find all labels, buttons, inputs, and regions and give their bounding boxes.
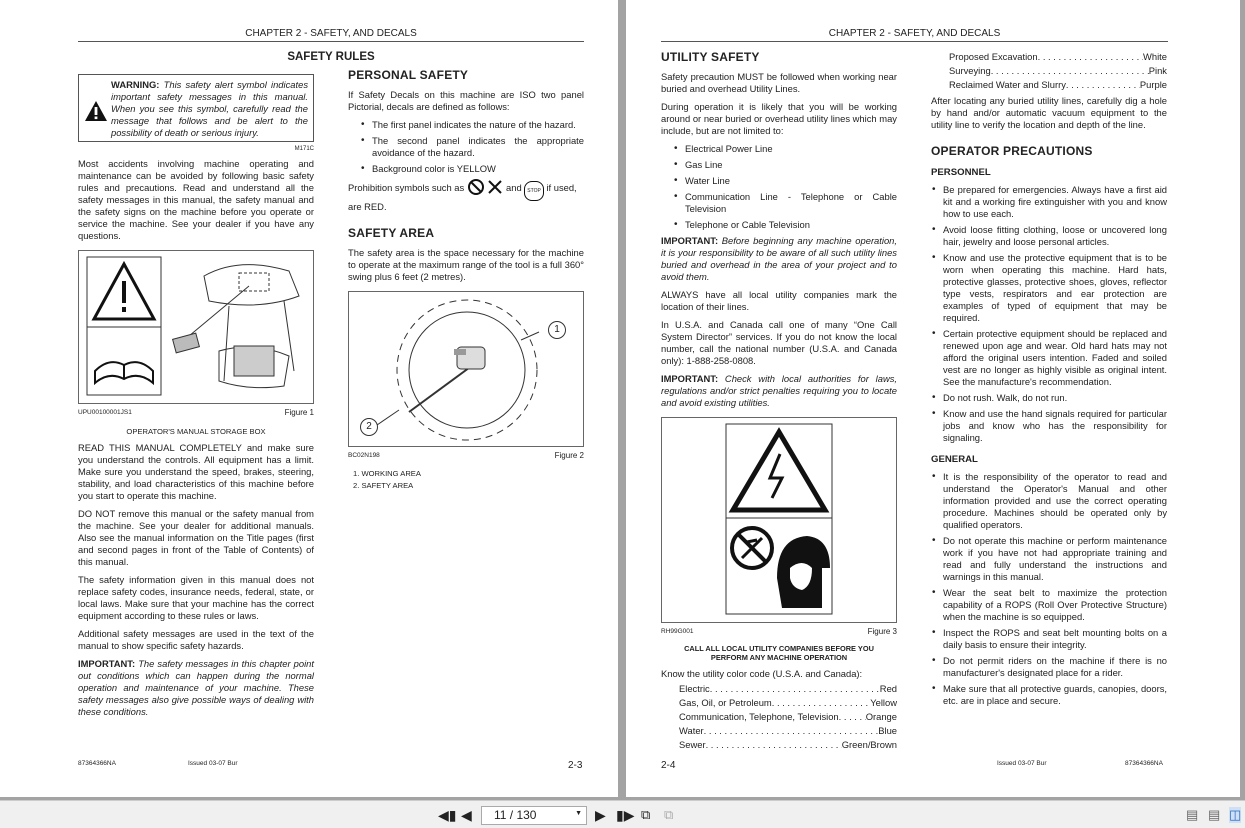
warning-label: WARNING: [111, 79, 160, 90]
bullet-item: • The first panel indicates the nature of the hazard. [360, 119, 584, 131]
read-manual-emphasis: READ THIS MANUAL COMPLETELY [78, 442, 242, 453]
bullet-item: • Do not rush. Walk, do not run. [931, 392, 1167, 404]
bullet-item: • Telephone or Cable Television [673, 219, 897, 231]
figure-3 [661, 417, 897, 623]
dot-leader [1038, 51, 1143, 63]
bullet-item: • Communication Line - Telephone or Cable Television [673, 191, 897, 215]
next-page-icon[interactable]: ▶ [595, 807, 606, 823]
read-manual-text: and make sure you understand the controls. All equipment has a limit. Make sure you understand the speed, brakes, steering, stability, and load characteristics of this machine before you start to operate this machine. [78, 442, 314, 501]
x-mark-icon [487, 179, 503, 195]
dot-leader [706, 739, 842, 751]
bullet-item: • Electrical Power Line [673, 143, 897, 155]
color-code-row [679, 725, 897, 737]
important-note [661, 235, 897, 283]
utility-color: Purple [1139, 79, 1167, 90]
last-page-icon[interactable]: ▮▶ [616, 807, 635, 823]
bullet-item: • Certain protective equipment should be replaced and renewed upon age and wear. Old hard hats may not afford the original users intention. Faded and soiled vest are no longer as highly visible as original intent. See the manufacture's recommendation. [931, 328, 1167, 388]
important-label: IMPORTANT: [78, 658, 136, 669]
stop-sign-icon: STOP [524, 181, 544, 201]
prohibition-text-end: if used, are RED. [348, 182, 577, 212]
color-code-row [949, 51, 1167, 63]
two-page-view-icon[interactable]: ◫ [1229, 807, 1242, 822]
subsection-title: GENERAL [931, 454, 978, 465]
prohibition-and: and [506, 182, 522, 193]
important-note [661, 373, 897, 409]
read-manual-paragraph [78, 442, 314, 502]
utility-paragraph: During operation it is likely that you will be working around or near buried or overhead utility lines which may include, but are not limited to: [661, 101, 897, 136]
utility-bullets [661, 143, 897, 231]
section-title: OPERATOR PRECAUTIONS [931, 144, 1093, 158]
page-number: 2-4 [661, 760, 676, 771]
bullet-item: • Be prepared for emergencies. Always have a first aid kit and a working fire extinguisher with you and know how to use each. [931, 184, 1167, 220]
warning-text: This safety alert symbol indicates important safety messages in this manual. When you see this symbol, carefully read the message that follows and be alert to the possibility of death or serious injury. [111, 79, 309, 138]
color-code-list-cont [931, 51, 1167, 91]
previous-page-icon[interactable]: ◀ [461, 807, 472, 823]
dot-leader [991, 65, 1149, 77]
fit-width-icon[interactable]: ⧉ [664, 807, 674, 822]
safety-area-diagram [349, 292, 583, 446]
figure-caption: CALL ALL LOCAL UTILITY COMPANIES BEFORE YOU PERFORM ANY MACHINE OPERATION [684, 644, 874, 662]
safety-area-paragraph: The safety area is the space necessary for the machine to operate at the maximum range of the tool is a full 360° swing plus 6 feet (2 metres). [348, 247, 584, 282]
after-locating-paragraph: After locating any buried utility lines, carefully dig a hole by hand and/or automatic vacuum equipment to the utility line to verify the location and depth of the line. [931, 95, 1167, 130]
legend-item: 2. SAFETY AREA [353, 481, 414, 490]
bullet-item: • Avoid loose fitting clothing, loose or uncovered long hair, jewelry and loose personal articles. [931, 224, 1167, 248]
viewer-toolbar [0, 800, 1245, 828]
figure-code: RH99G001 [661, 628, 694, 635]
personal-intro: If Safety Decals on this machine are ISO two panel Pictorial, decals are defined as follows: [348, 89, 584, 112]
utility-paragraph: In U.S.A. and Canada call one of many “One Call System Director” services. If you do not know the local number, call the national number (U.S.A. and Canada only): 1-888-258-0808. [661, 319, 897, 366]
warning-box [78, 74, 314, 142]
utility-color: White [1143, 51, 1167, 62]
bullet-item: • Background color is YELLOW [360, 163, 584, 175]
bullet-item: • Gas Line [673, 159, 897, 171]
utility-paragraph: ALWAYS have all local utility companies mark the location of their lines. [661, 289, 897, 312]
utility-name: Surveying [949, 65, 991, 76]
fit-page-icon[interactable]: ⧉ [641, 807, 651, 822]
utility-paragraph: Safety precaution MUST be followed when working near buried and overhead Utility Lines. [661, 71, 897, 94]
important-text: Before beginning any machine operation, it is your responsibility to be aware of all such utility lines buried and overhead in the area of your project and to avoid them. [661, 235, 897, 282]
warning-code: M171C [294, 146, 314, 152]
important-text: The safety messages in this chapter point out conditions which can happen during the normal operation and maintenance of your machine. These safety messages also give possible ways of dealing with these conditions. [78, 658, 314, 717]
figure-label: Figure 3 [867, 627, 897, 636]
dot-leader [839, 711, 866, 723]
bullet-item: • The second panel indicates the appropriate avoidance of the hazard. [360, 135, 584, 159]
utility-name: Proposed Excavation [949, 51, 1038, 62]
dot-leader [704, 725, 879, 737]
single-page-view-icon[interactable]: ▤ [1186, 807, 1199, 822]
color-code-row [679, 711, 897, 723]
electrocution-hazard-decal [662, 418, 896, 622]
figure-code: BC02N198 [348, 452, 380, 459]
bullet-item: • Do not operate this machine or perform maintenance work if you have not had appropriate training and read and fully understand the instructions and warnings in this manual. [931, 535, 1167, 583]
footer-code: 87364366NA [1125, 760, 1163, 767]
figure-1 [78, 250, 314, 404]
legend-item: 1. WORKING AREA [353, 469, 421, 478]
page-number: 2-3 [568, 760, 583, 771]
footer-issued: Issued 03-07 Bur [997, 760, 1047, 767]
additional-messages-paragraph: Additional safety messages are used in the text of the manual to show specific safety hazards. [78, 628, 314, 651]
bullet-item: • It is the responsibility of the operator to read and understand the Operator's Manual and other information provided and use the correct operating procedure. Machines should be operated only by qualified operators. [931, 471, 1167, 531]
utility-color: Blue [878, 725, 897, 736]
utility-name: Reclaimed Water and Slurry [949, 79, 1066, 90]
utility-name: Communication, Telephone, Television [679, 711, 839, 722]
figure-caption: OPERATOR'S MANUAL STORAGE BOX [126, 427, 266, 436]
personal-bullets [348, 119, 584, 175]
utility-color: Red [879, 683, 897, 694]
utility-color: Orange [865, 711, 897, 722]
bullet-item: • Know and use the hand signals required for particular jobs and know who has the responsibility for signaling. [931, 408, 1167, 444]
continuous-view-icon[interactable]: ▤ [1208, 807, 1221, 822]
prohibition-circle-icon [467, 179, 485, 195]
safety-info-paragraph: The safety information given in this manual does not replace safety codes, insurance needs, federal, state, or local laws. Make sure that your machine has the correct equipment according to these rules or laws. [78, 574, 314, 621]
important-text: Check with local authorities for laws, regulations and/or strict penalties requiring you to locate and avoid existing utilities. [661, 373, 898, 408]
section-title: SAFETY AREA [348, 226, 435, 240]
subsection-title: PERSONNEL [931, 167, 991, 178]
utility-name: Water [679, 725, 704, 736]
utility-color: Green/Brown [841, 739, 897, 750]
general-bullets [931, 471, 1167, 707]
chapter-header: CHAPTER 2 - SAFETY, AND DECALS [78, 28, 584, 42]
prohibition-text: Prohibition symbols such as [348, 182, 465, 193]
important-label: IMPORTANT: [661, 235, 719, 246]
color-code-list [661, 683, 897, 751]
color-code-row [679, 739, 897, 751]
important-label: IMPORTANT: [661, 373, 719, 384]
color-code-intro: Know the utility color code (U.S.A. and Canada): [661, 668, 863, 679]
bullet-item: • Inspect the ROPS and seat belt mounting bolts on a daily basis to ensure their integrity. [931, 627, 1167, 651]
color-code-row [679, 683, 897, 695]
prohibition-paragraph [348, 179, 584, 213]
do-not-remove-paragraph: DO NOT remove this manual or the safety manual from the machine. See your dealer for additional manuals. Also see the manual information on the Title pages (first and second pages in front of the Table of Contents) of this manual. [78, 508, 314, 567]
important-note [78, 658, 314, 718]
utility-name: Gas, Oil, or Petroleum [679, 697, 772, 708]
figure-code: UPU00100001JS1 [78, 409, 132, 416]
color-code-row [949, 65, 1167, 77]
page-number-input[interactable] [481, 806, 587, 825]
dot-leader [772, 697, 870, 709]
callout-2: 2 [360, 418, 378, 436]
personnel-bullets [931, 184, 1167, 444]
manual-storage-box-illustration [79, 251, 313, 403]
figure-label: Figure 2 [554, 451, 584, 460]
dot-leader [710, 683, 880, 695]
figure-label: Figure 1 [284, 408, 314, 417]
footer-code: 87364366NA [78, 760, 116, 767]
chapter-header: CHAPTER 2 - SAFETY, AND DECALS [661, 28, 1168, 42]
section-title: PERSONAL SAFETY [348, 68, 469, 82]
utility-name: Electric [679, 683, 710, 694]
dot-leader [1066, 79, 1140, 91]
page-title: SAFETY RULES [287, 51, 375, 63]
chevron-down-icon[interactable]: ▼ [575, 810, 582, 817]
color-code-row [949, 79, 1167, 91]
callout-1: 1 [548, 321, 566, 339]
color-code-row [679, 697, 897, 709]
warning-triangle-icon [84, 100, 108, 122]
bullet-item: • Do not permit riders on the machine if there is no manufacturer's designated place for a rider. [931, 655, 1167, 679]
utility-color: Pink [1148, 65, 1167, 76]
bullet-item: • Water Line [673, 175, 897, 187]
pdf-page-left [0, 0, 618, 797]
bullet-item: • Know and use the protective equipment that is to be worn when operating this machine. Hard hats, protective glasses, protective shoes, gloves, reflector type vests, respirators and ear protection are examples of typed of equipment that may be required. [931, 252, 1167, 324]
intro-paragraph: Most accidents involving machine operating and maintenance can be avoided by following basic safety rules and precautions. Read and understand all the safety messages in this manual, the safety manual and the safety signs on the machine before you operate or service the machine. See your dealer if you have any questions. [78, 158, 314, 241]
figure-2 [348, 291, 584, 447]
section-title: UTILITY SAFETY [661, 50, 760, 64]
page-number-value: 11 / 130 [494, 808, 537, 822]
pdf-page-right [626, 0, 1240, 797]
utility-color: Yellow [870, 697, 897, 708]
utility-name: Sewer [679, 739, 706, 750]
bullet-item: • Make sure that all protective guards, canopies, doors, etc. are in place and secure. [931, 683, 1167, 707]
bullet-item: • Wear the seat belt to maximize the protection capability of a ROPS (Roll Over Protective Structure) when the machine is so equipped. [931, 587, 1167, 623]
footer-issued: Issued 03-07 Bur [188, 760, 238, 767]
first-page-icon[interactable]: ◀▮ [438, 807, 457, 823]
